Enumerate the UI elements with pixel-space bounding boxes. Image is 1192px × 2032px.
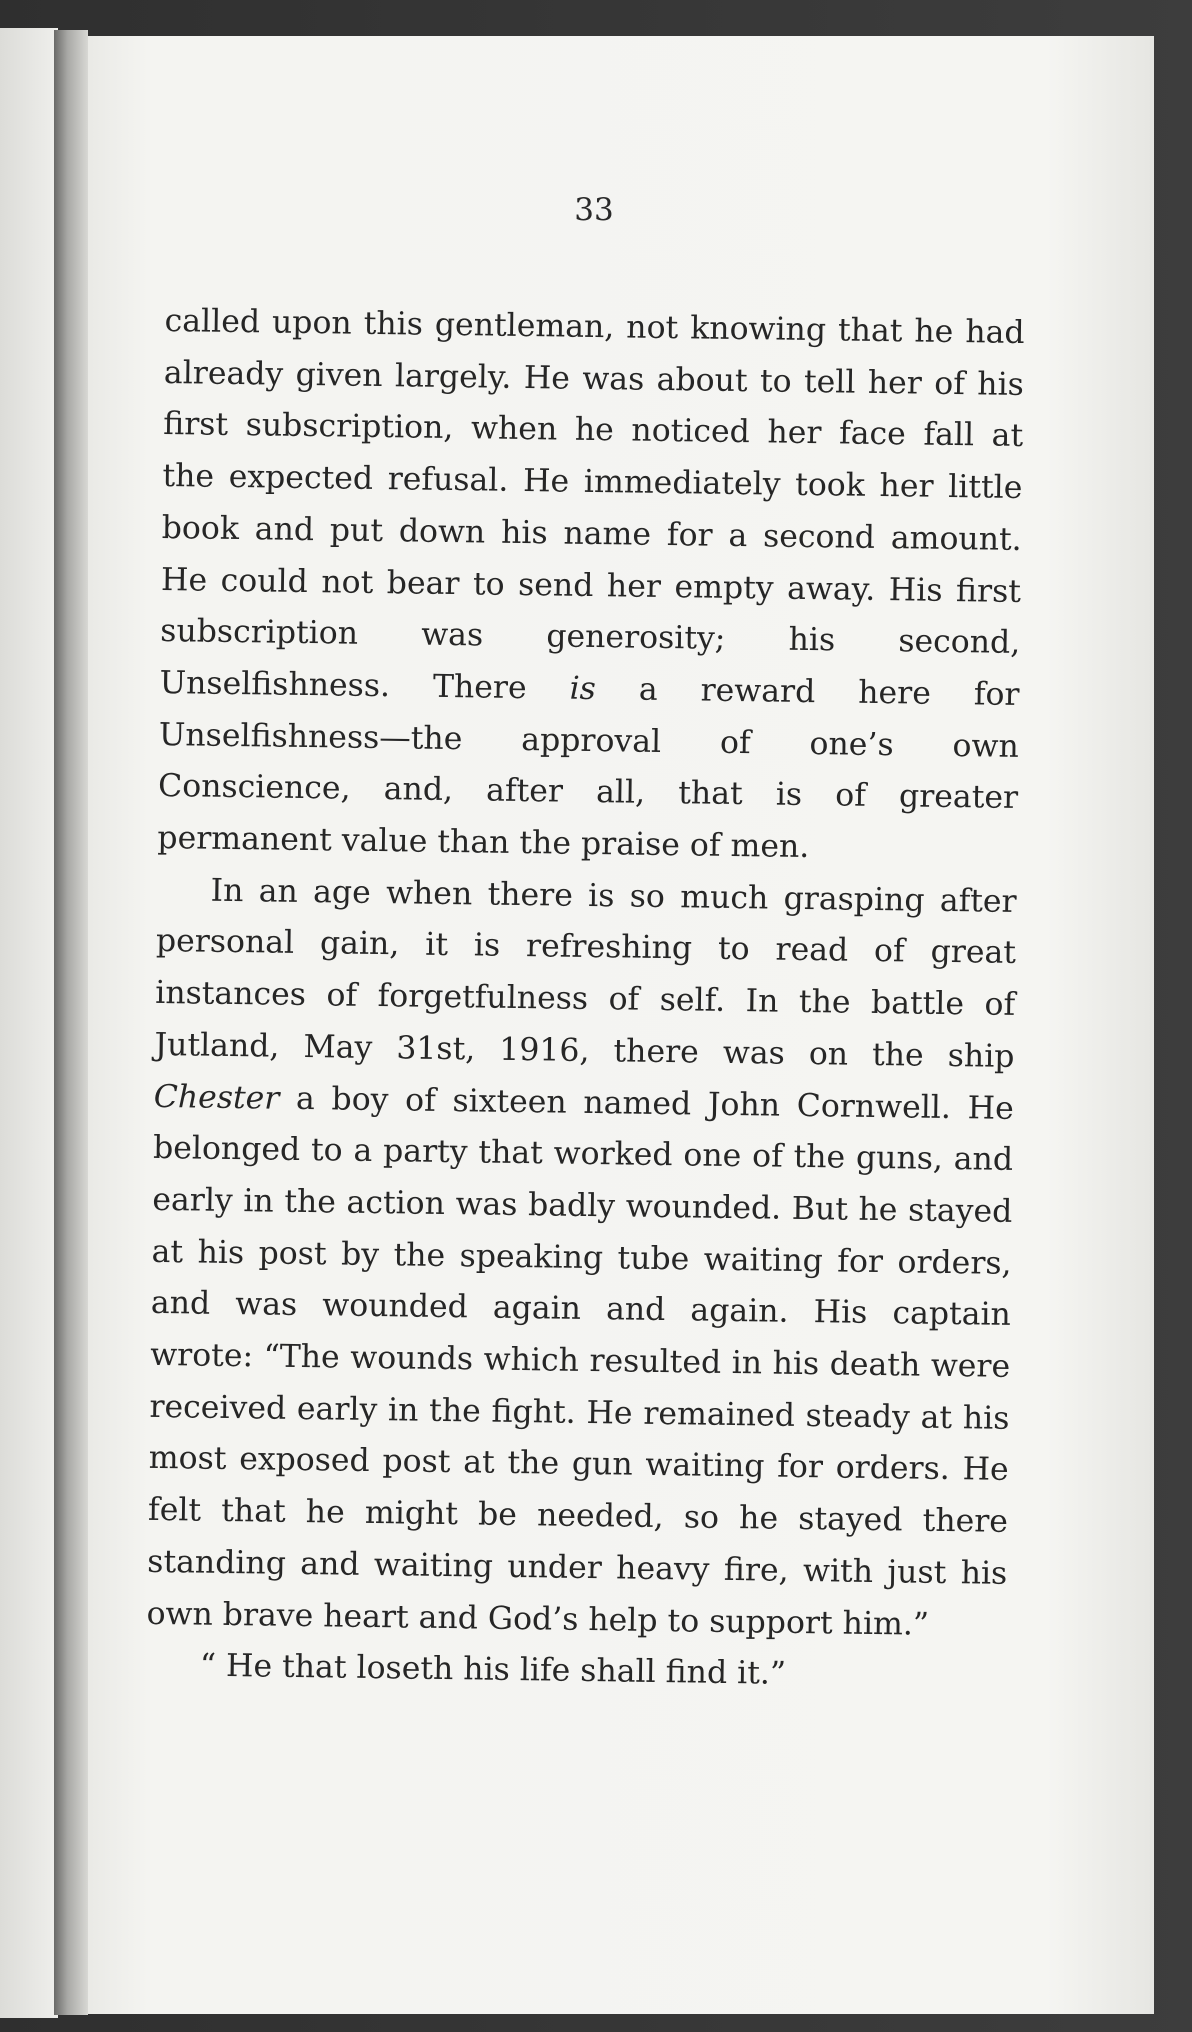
ship-name: Chester — [153, 1078, 280, 1117]
spine-shadow — [54, 30, 88, 2015]
paragraph-1-text-b: a reward here for Unselfishness—the approval of one’s own Conscience, and, after all, that is of greater permanent value than the praise of men. — [157, 670, 1020, 866]
page-body — [146, 296, 1025, 1704]
closing-quote: “ He that loseth his life shall find it.” — [199, 1647, 787, 1693]
page-number: 33 — [574, 192, 614, 228]
paragraph-2-text-b: a boy of sixteen named John Cornwell. He belonged to a party that worked one of the guns, and early in the action was badly wounded. But he stayed at his post by the speaking tube waiting for orders, and was wounded again and again. His captain wrote: “The wounds which resulted in his death were received early in the fight. He remained steady at his most exposed post at the gun waiting for orders. He felt that he might be needed, so he stayed there standing and waiting under heavy fire, with just his own brave heart and God’s help to support him.” — [146, 1080, 1014, 1643]
paragraph-1-text-a: called upon this gentleman, not knowing that he had already given largely. He was about to tell her of his first subscription, when he noticed her face fall at the expected refusal. He immediately took her little book and put down his name for a second amount. He could not bear to send her empty away. His first subscription was generosity; his second, Unselfishness. There — [159, 302, 1025, 707]
paragraph-2 — [146, 865, 1017, 1652]
paragraph-1-emphasis: is — [569, 670, 597, 707]
previous-page-edge — [0, 28, 58, 2018]
paragraph-1 — [157, 296, 1025, 877]
paragraph-2-text-a: In an age when there is so much grasping after personal gain, it is refreshing to read of great instances of forgetfulness of self. In the battle of Jutland, May 31st, 1916, there was on the ship — [154, 872, 1017, 1075]
